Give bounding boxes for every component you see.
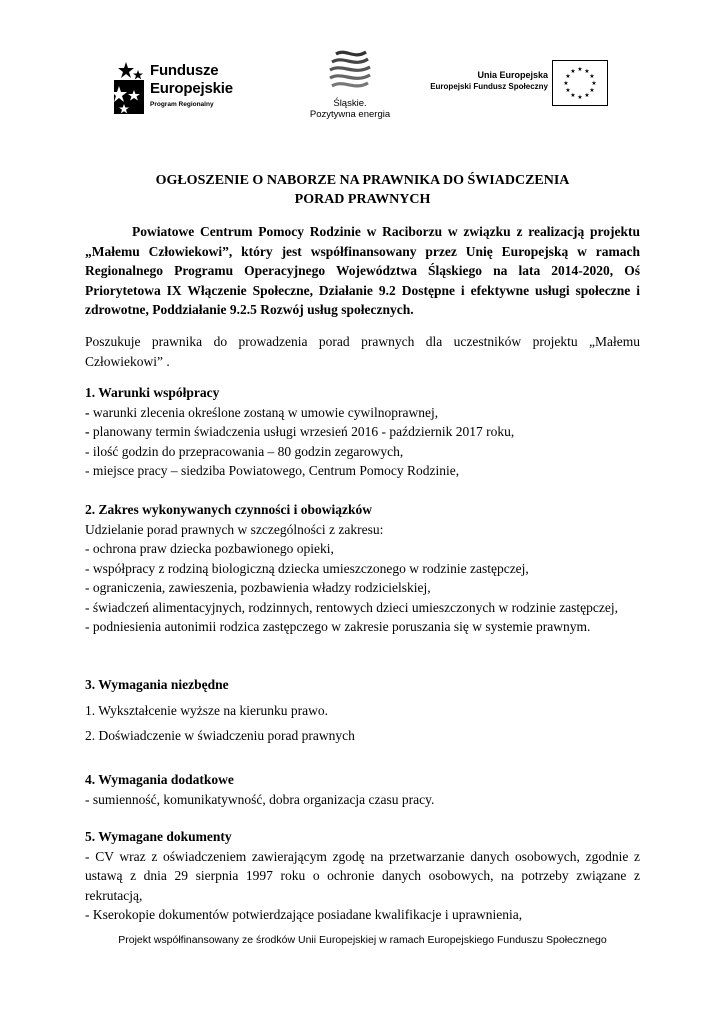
section-3 — [85, 675, 640, 746]
svg-text:★: ★ — [591, 80, 597, 87]
list-item: - ochrona praw dziecka pozbawionego opieki, — [85, 541, 334, 556]
section-2 — [85, 500, 640, 637]
fe-logo-line1: Fundusze — [150, 62, 219, 79]
section-5 — [85, 827, 640, 925]
list-item: - planowany termin świadczenia usługi wrzesień 2016 - październik 2017 roku, — [85, 424, 515, 439]
section-4-heading: 4. Wymagania dodatkowe — [85, 772, 234, 787]
section-3-heading: 3. Wymagania niezbędne — [85, 677, 229, 692]
slaskie-logo-line2: Pozytywna energia — [309, 109, 391, 120]
list-item: - warunki zlecenia określone zostaną w umowie cywilnoprawnej, — [85, 404, 439, 420]
eu-logo-line1: Unia Europejska — [477, 70, 548, 80]
section-2-lead: Udzielanie porad prawnych w szczególności z zakresu: — [85, 521, 384, 537]
svg-text:★: ★ — [589, 73, 595, 80]
lead-paragraph: Poszukuje prawnika do prowadzenia porad prawnych dla uczestników projektu „Małemu Człowiekowi” . — [85, 334, 640, 369]
svg-text:★: ★ — [565, 73, 571, 80]
list-item: - CV wraz z oświadczeniem zawierającym zgodę na przetwarzanie danych osobowych, zgodnie z ustawą z dnia 29 sierpnia 1997 roku o ochronie danych osobowych, na potrzeby związane z rekrutacją, — [85, 848, 640, 903]
list-item: - sumienność, komunikatywność, dobra organizacja czasu pracy. — [85, 791, 435, 807]
svg-text:★: ★ — [577, 66, 583, 73]
list-item: - miejsce pracy – siedziba Powiatowego, Centrum Pomocy Rodzinie, — [85, 463, 460, 478]
list-item: - podniesienia autonimii rodzica zastępczego w zakresie poruszania się w systemie prawnym. — [85, 619, 591, 634]
list-item: - ograniczenia, zawieszenia, pozbawienia władzy rodzicielskiej, — [85, 580, 431, 595]
svg-text:★: ★ — [584, 92, 590, 99]
fe-stars-icon — [112, 62, 146, 116]
list-item: 1. Wykształcenie wyższe na kierunku prawo. — [85, 702, 328, 718]
slaskie-waves-icon — [322, 48, 378, 96]
section-4 — [85, 770, 640, 809]
list-item: - współpracy z rodziną biologiczną dziecka umieszczonego w rodzinie zastępczej, — [85, 560, 529, 576]
fe-logo-line2: Europejskie — [150, 80, 233, 97]
svg-text:★: ★ — [570, 92, 576, 99]
list-item: 2. Doświadczenie w świadczeniu porad prawnych — [85, 728, 355, 743]
fundusze-europejskie-logo — [112, 58, 262, 120]
list-item: - ilość godzin do przepracowania – 80 godzin zegarowych, — [85, 443, 404, 459]
svg-text:★: ★ — [577, 94, 583, 101]
svg-text:★: ★ — [563, 80, 569, 87]
title-line1: OGŁOSZENIE O NABORZE NA PRAWNIKA DO ŚWIADCZENIA — [155, 173, 570, 188]
slaskie-logo-line1: Śląskie. — [333, 98, 367, 109]
svg-text:★: ★ — [570, 68, 576, 75]
eu-logo — [418, 58, 608, 108]
svg-text:★: ★ — [589, 87, 595, 94]
list-item: - świadczeń alimentacyjnych, rodzinnych, rentowych dzieci umieszczonych w rodzinie zastępczej, — [85, 599, 619, 615]
section-1-heading: 1. Warunki współpracy — [85, 385, 220, 400]
eu-flag-icon — [552, 60, 608, 106]
intro-paragraph: Powiatowe Centrum Pomocy Rodzinie w Raciborzu w związku z realizacją projektu „Małemu Człowiekowi”, który jest współfinansowany przez Unię Europejską w ramach Regionalnego Programu Operacyjnego Województwa Śląskiego na lata 2014-2020, Oś Priorytetowa IX Włączenie Społeczne, Działanie 9.2 Dostępne i efektywne usługi społeczne i zdrowotne, Poddziałanie 9.2.5 Rozwój usług społecznych. — [85, 224, 640, 317]
svg-text:★: ★ — [565, 87, 571, 94]
page-title — [85, 171, 640, 209]
section-2-heading: 2. Zakres wykonywanych czynności i obowiązków — [85, 502, 373, 517]
title-line2: PORAD PRAWNYCH — [294, 192, 431, 207]
svg-text:★: ★ — [584, 68, 590, 75]
list-item: - Kserokopie dokumentów potwierdzające posiadane kwalifikacje i uprawnienia, — [85, 907, 523, 922]
eu-logo-line2: Europejski Fundusz Społeczny — [430, 82, 548, 91]
fe-logo-line3: Program Regionalny — [150, 101, 214, 108]
page-footer: Projekt współfinansowany ze środków Unii Europejskiej w ramach Europejskiego Funduszu Społecznego — [118, 934, 607, 946]
section-1 — [85, 383, 640, 481]
section-5-heading: 5. Wymagane dokumenty — [85, 829, 232, 844]
slaskie-logo — [300, 48, 400, 126]
